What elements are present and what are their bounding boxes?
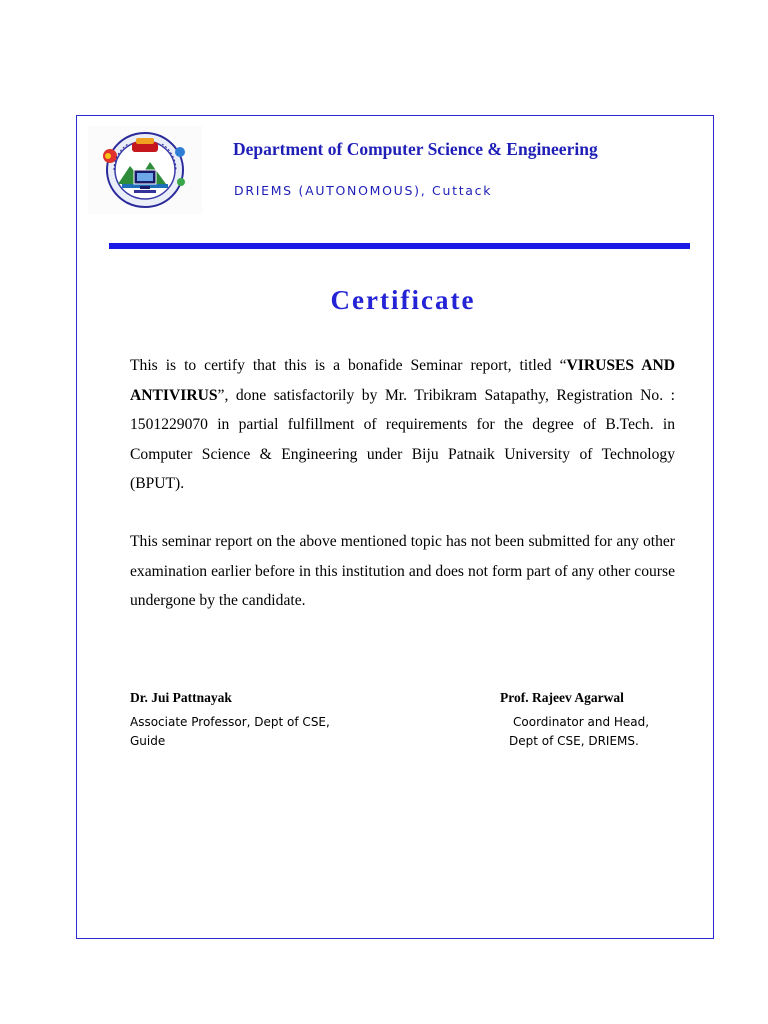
header-divider (109, 243, 690, 249)
head-department: Dept of CSE, DRIEMS. (509, 734, 639, 748)
department-name: Department of Computer Science & Engineering (233, 139, 598, 159)
certificate-title: Certificate (330, 285, 476, 315)
declaration-paragraph: This seminar report on the above mentioned topic has not been submitted for any other examination earlier before in this institution and does not form part of any other course undergone by the candidate. (130, 533, 675, 609)
guide-name: Dr. Jui Pattnayak (130, 690, 232, 705)
para1-intro: This is to certify that this is a bonafide Seminar report, titled “ (130, 357, 567, 374)
college-emblem-icon (88, 126, 202, 214)
guide-designation: Associate Professor, Dept of CSE, (130, 715, 330, 729)
head-designation: Coordinator and Head, (513, 715, 650, 729)
report-title: VIRUSES AND ANTIVIRUS (130, 357, 675, 404)
para1-rest: ”, done satisfactorily by Mr. Tribikram Satapathy, Registration No. : 1501229070 in partial fulfillment of requirements for the degree of B.Tech. in Computer Science & Engineering under Biju Patnaik University of Technology (BPUT). (130, 386, 675, 492)
college-name: DRIEMS (AUTONOMOUS), Cuttack (234, 183, 493, 198)
head-name: Prof. Rajeev Agarwal (500, 690, 624, 705)
certification-paragraph (130, 351, 675, 499)
guide-role: Guide (130, 734, 166, 748)
